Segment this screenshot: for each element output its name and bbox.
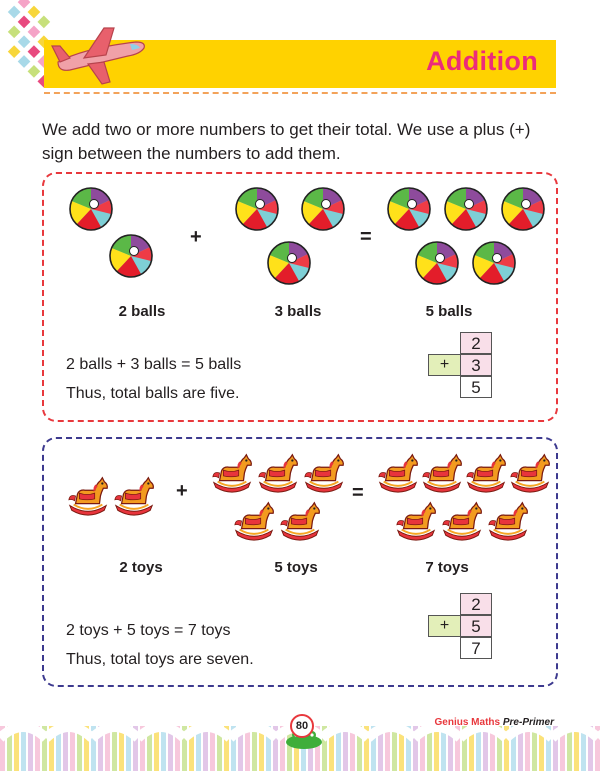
rocking-horse-icon xyxy=(508,450,552,494)
rocking-horse-icon xyxy=(112,473,156,517)
rocking-horse-icon xyxy=(256,450,300,494)
sum-second-number: 3 xyxy=(460,354,492,376)
footer-stripe xyxy=(63,726,68,771)
ball-icon xyxy=(500,186,546,232)
sum-second-number: 5 xyxy=(460,615,492,637)
vertical-sum xyxy=(428,593,492,659)
equation-text: 2 balls + 3 balls = 5 balls xyxy=(66,356,242,373)
footer-scallop xyxy=(46,727,92,738)
sum-top-number: 2 xyxy=(460,332,492,354)
plus-sign: + xyxy=(176,480,188,502)
group-caption: 5 balls xyxy=(425,303,473,320)
footer-stripe xyxy=(343,726,348,771)
sum-operator: + xyxy=(428,354,461,376)
equals-sign: = xyxy=(360,226,372,248)
footer-stripe xyxy=(112,726,117,771)
footer-scallop xyxy=(368,727,414,738)
footer-stripe xyxy=(161,726,166,771)
group-caption: 3 balls xyxy=(274,303,322,320)
ball-icon xyxy=(300,186,346,232)
footer-stripe xyxy=(385,726,390,771)
footer-stripe xyxy=(252,726,257,771)
intro-paragraph: We add two or more numbers to get their total. We use a plus (+) sign between the numbers to add them. xyxy=(42,120,531,163)
footer-stripe xyxy=(434,726,439,771)
vertical-sum xyxy=(428,332,492,398)
airplane-icon xyxy=(44,22,150,88)
conclusion-text: Thus, total balls are five. xyxy=(66,385,240,402)
rocking-horse-icon xyxy=(232,498,276,542)
rocking-horse-icon xyxy=(210,450,254,494)
group-caption: 7 toys xyxy=(425,559,469,576)
rocking-horse-icon xyxy=(278,498,322,542)
equals-sign: = xyxy=(352,482,364,504)
rocking-horse-icon xyxy=(464,450,508,494)
brand-name: Genius Maths xyxy=(434,717,501,728)
rocking-horse-icon xyxy=(486,498,530,542)
plus-sign: + xyxy=(190,226,202,248)
footer-stripe xyxy=(483,726,488,771)
ball-icon xyxy=(471,240,517,286)
banner-divider xyxy=(44,92,556,94)
footer-stripe xyxy=(574,726,579,771)
group-caption: 5 toys xyxy=(274,559,318,576)
sum-result: 7 xyxy=(460,637,492,659)
ball-icon xyxy=(68,186,114,232)
equation-text: 2 toys + 5 toys = 7 toys xyxy=(66,622,231,639)
sum-operator: + xyxy=(428,615,461,637)
rocking-horse-icon xyxy=(302,450,346,494)
rocking-horse-icon xyxy=(440,498,484,542)
sum-top-number: 2 xyxy=(460,593,492,615)
ball-icon xyxy=(108,233,154,279)
ball-icon xyxy=(266,240,312,286)
page-number: 80 xyxy=(290,714,314,738)
brand-level: Pre-Primer xyxy=(502,717,554,728)
ball-icon xyxy=(443,186,489,232)
sum-result: 5 xyxy=(460,376,492,398)
footer-stripe xyxy=(70,726,75,771)
rocking-horse-icon xyxy=(376,450,420,494)
footer-stripe xyxy=(203,726,208,771)
ball-icon xyxy=(414,240,460,286)
group-caption: 2 balls xyxy=(118,303,166,320)
footer-stripe xyxy=(392,726,397,771)
group-caption: 2 toys xyxy=(119,559,163,576)
footer-stripe xyxy=(525,726,530,771)
footer-stripe xyxy=(21,726,26,771)
page-title: Addition xyxy=(426,46,538,76)
ball-icon xyxy=(234,186,280,232)
brand-label xyxy=(435,717,555,728)
ball-icon xyxy=(386,186,432,232)
rocking-horse-icon xyxy=(394,498,438,542)
rocking-horse-icon xyxy=(66,473,110,517)
conclusion-text: Thus, total toys are seven. xyxy=(66,651,254,668)
rocking-horse-icon xyxy=(420,450,464,494)
